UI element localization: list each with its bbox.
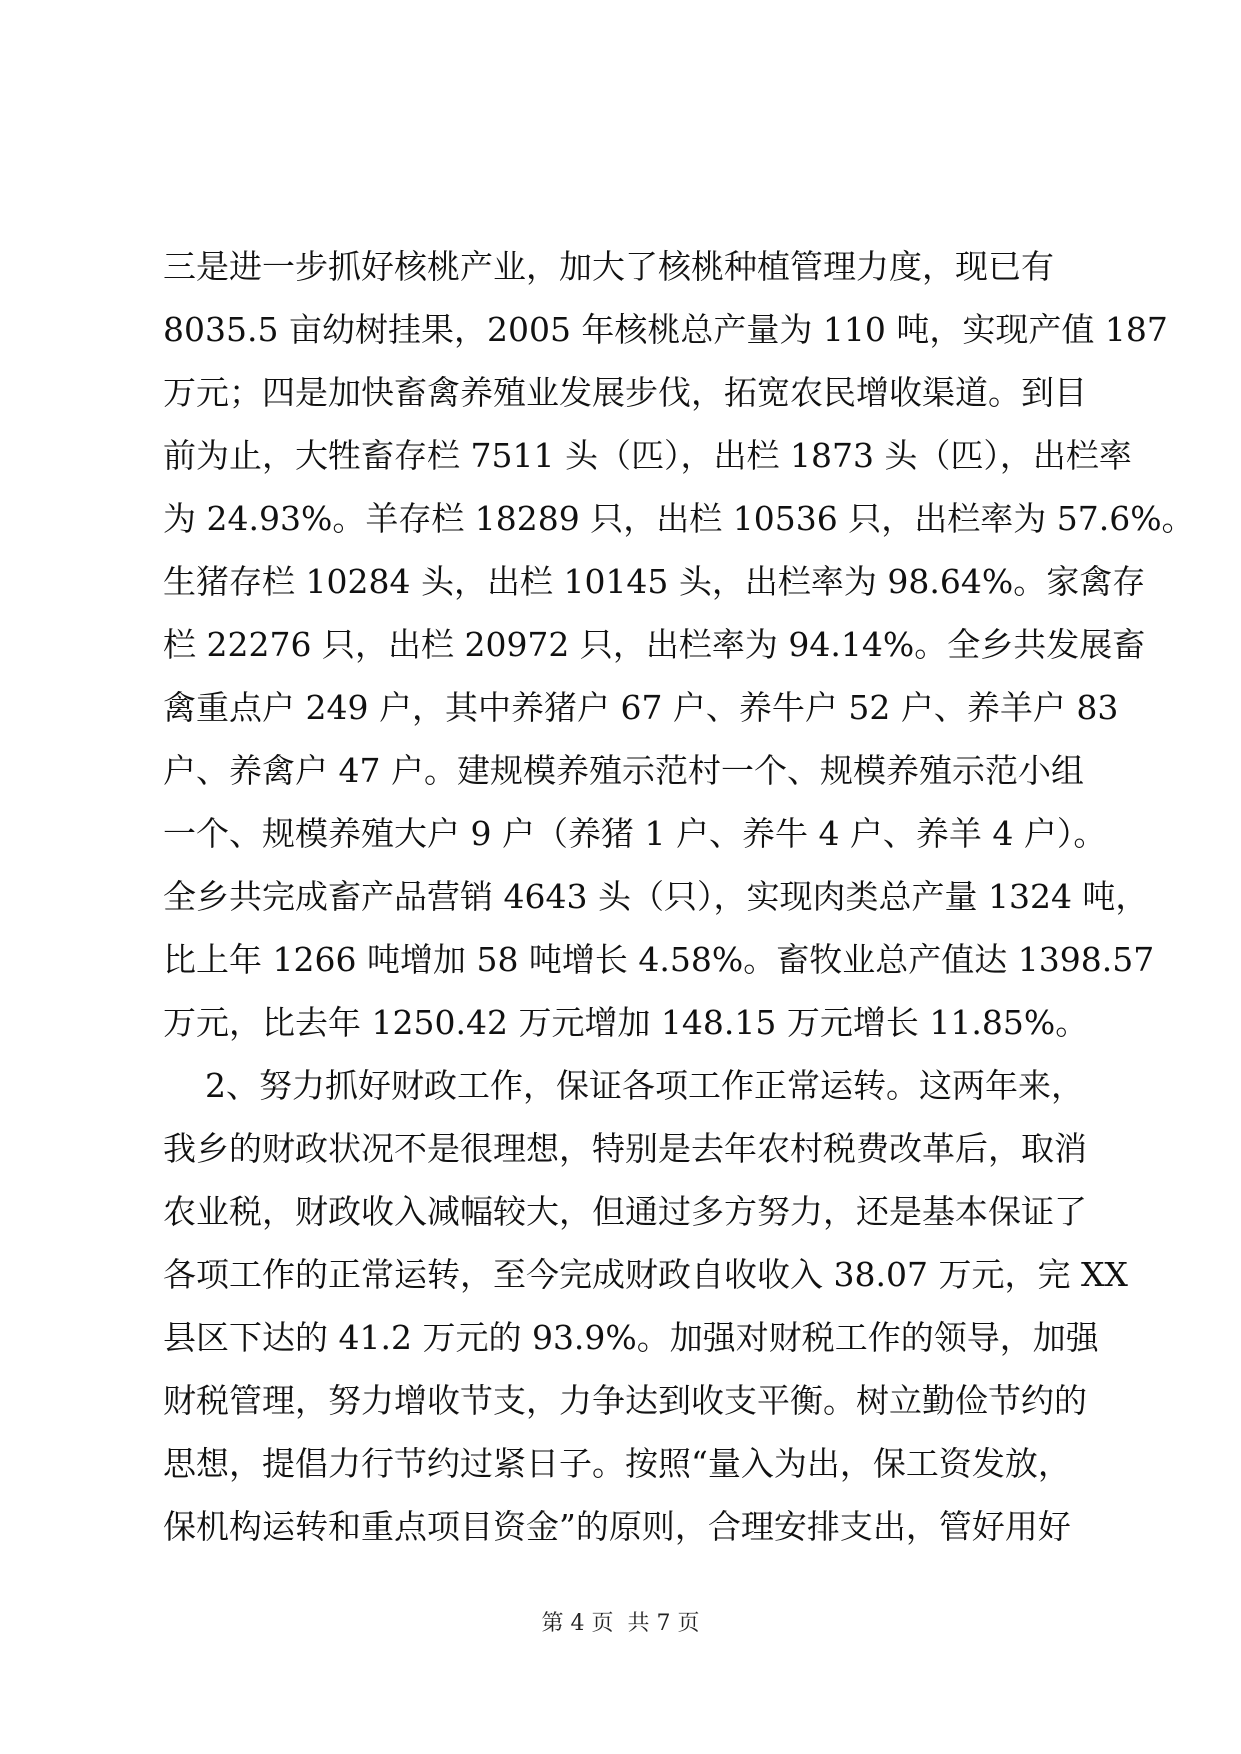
- text-line-1: 三是进一步抓好核桃产业，加大了核桃种植管理力度，现已有: [163, 247, 1054, 286]
- text-line-15: 我乡的财政状况不是很理想，特别是去年农村税费改革后，取消: [163, 1129, 1087, 1168]
- text-line-4: 前为止，大牲畜存栏 7511 头（匹），出栏 1873 头（匹），出栏率: [163, 436, 1132, 475]
- text-line-2: 8035.5 亩幼树挂果，2005 年核桃总产量为 110 吨，实现产值 187: [163, 310, 1168, 349]
- text-line-5: 为 24.93%。羊存栏 18289 只，出栏 10536 只，出栏率为 57.6%。: [163, 499, 1195, 538]
- text-line-20: 思想，提倡力行节约过紧日子。按照“量入为出，保工资发放，: [163, 1444, 1071, 1483]
- text-line-16: 农业税，财政收入减幅较大，但通过多方努力，还是基本保证了: [163, 1192, 1087, 1231]
- text-line-17: 各项工作的正常运转，至今完成财政自收收入 38.07 万元，完 XX: [163, 1255, 1128, 1294]
- text-line-8: 禽重点户 249 户，其中养猪户 67 户、养牛户 52 户、养羊户 83: [163, 688, 1119, 727]
- text-line-21: 保机构运转和重点项目资金”的原则，合理安排支出，管好用好: [163, 1507, 1071, 1546]
- text-line-10: 一个、规模养殖大户 9 户（养猪 1 户、养牛 4 户、养羊 4 户）。: [163, 814, 1107, 853]
- text-line-7: 栏 22276 只，出栏 20972 只，出栏率为 94.14%。全乡共发展畜: [163, 625, 1146, 664]
- text-line-6: 生猪存栏 10284 头，出栏 10145 头，出栏率为 98.64%。家禽存: [163, 562, 1146, 601]
- body-text: [163, 235, 1195, 1558]
- text-line-3: 万元；四是加快畜禽养殖业发展步伐，拓宽农民增收渠道。到目: [163, 373, 1087, 412]
- text-line-13: 万元，比去年 1250.42 万元增加 148.15 万元增长 11.85%。: [163, 1003, 1089, 1042]
- text-line-11: 全乡共完成畜产品营销 4643 头（只），实现肉类总产量 1324 吨，: [163, 877, 1149, 916]
- text-line-18: 县区下达的 41.2 万元的 93.9%。加强对财税工作的领导，加强: [163, 1318, 1099, 1357]
- page-number-footer: 第 4 页 共 7 页: [541, 1611, 700, 1636]
- text-line-12: 比上年 1266 吨增加 58 吨增长 4.58%。畜牧业总产值达 1398.57: [163, 940, 1155, 979]
- text-line-19: 财税管理，努力增收节支，力争达到收支平衡。树立勤俭节约的: [163, 1381, 1087, 1420]
- text-line-9: 户、养禽户 47 户。建规模养殖示范村一个、规模养殖示范小组: [163, 751, 1084, 790]
- text-line-14: 2、努力抓好财政工作，保证各项工作正常运转。这两年来，: [163, 1066, 1084, 1105]
